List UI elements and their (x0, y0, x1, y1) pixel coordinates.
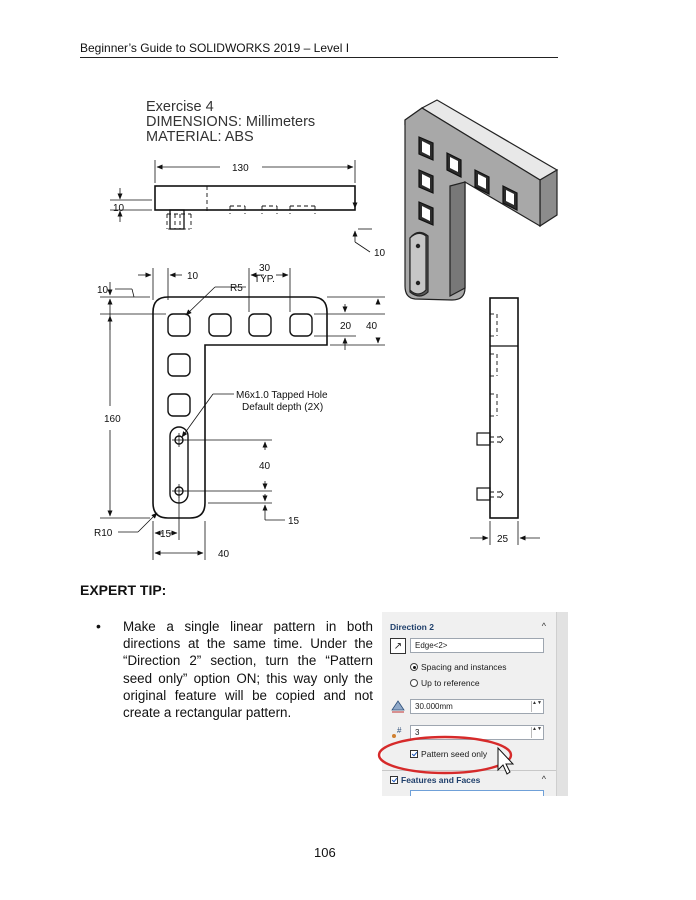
dim-160: 160 (104, 414, 121, 425)
side-view (470, 298, 540, 545)
instances-value: 3 (415, 728, 420, 737)
dim-25: 25 (497, 534, 509, 545)
hole-note-line1: M6x1.0 Tapped Hole (236, 390, 328, 401)
dim-r5: R5 (230, 283, 243, 294)
radio-spacing-label: Spacing and instances (421, 662, 507, 672)
dim-20: 20 (340, 321, 352, 332)
dim-10-top-left: 10 (113, 203, 125, 214)
panel-scrollbar[interactable] (556, 612, 568, 796)
tip-bullet: • (96, 618, 101, 634)
dim-40-mid: 40 (259, 461, 271, 472)
dim-10-top: 10 (187, 271, 199, 282)
dim-typ: TYP. (254, 274, 275, 285)
highlight-overlay (370, 730, 540, 786)
dim-130: 130 (232, 163, 249, 174)
radio-spacing-instances[interactable] (410, 662, 507, 672)
spacing-value: 30.000mm (415, 702, 453, 711)
running-header: Beginner’s Guide to SOLIDWORKS 2019 – Level I (80, 41, 350, 55)
dim-15-right: 15 (288, 516, 300, 527)
isometric-view (405, 100, 557, 300)
exercise-dimensions: DIMENSIONS: Millimeters (146, 114, 316, 130)
spacing-spinner[interactable]: ▲▼ (531, 701, 541, 712)
instances-spinner[interactable]: ▲▼ (531, 727, 541, 738)
expert-tip-title: EXPERT TIP: (80, 582, 167, 598)
front-view-dims (100, 268, 385, 560)
dim-10-left: 10 (97, 285, 109, 296)
direction2-header[interactable]: Direction 2 (390, 622, 434, 632)
features-caret-icon[interactable]: ^ (541, 774, 546, 784)
spacing-icon (390, 698, 406, 714)
features-faces-label: Features and Faces (401, 775, 481, 785)
exercise-material: MATERIAL: ABS (146, 129, 254, 145)
dim-30: 30 (259, 263, 271, 274)
dim-40-right: 40 (366, 321, 378, 332)
spacing-field[interactable] (410, 699, 544, 714)
highlight-ellipse (379, 737, 511, 773)
pattern-seed-only-label: Pattern seed only (421, 749, 488, 759)
page-number: 106 (314, 845, 336, 860)
direction-arrow-icon[interactable]: ↗ (390, 638, 406, 654)
radio-up-to-reference[interactable] (410, 678, 480, 688)
hole-note-line2: Default depth (2X) (242, 402, 324, 413)
collapse-caret-icon[interactable]: ^ (541, 621, 546, 631)
tip-text: Make a single linear pattern in both directions at the same time. Under the “Direction 2” section, turn the “Pattern seed only” option ON; this way only the original feature will be copied and not create a rectangular pattern. (123, 619, 373, 721)
exercise-title: Exercise 4 (146, 99, 214, 115)
radio-selected-icon (410, 663, 418, 671)
dim-40-bottom: 40 (218, 549, 230, 560)
radio-reference-label: Up to reference (421, 678, 480, 688)
radio-unselected-icon (410, 679, 418, 687)
dim-15-bottom: 15 (160, 529, 172, 540)
dim-r10: R10 (94, 528, 113, 539)
direction-edge-field[interactable]: Edge<2> (410, 638, 544, 653)
dim-10-top-right: 10 (374, 248, 386, 259)
features-list-box[interactable] (410, 790, 544, 796)
svg-text:#: # (397, 726, 402, 735)
